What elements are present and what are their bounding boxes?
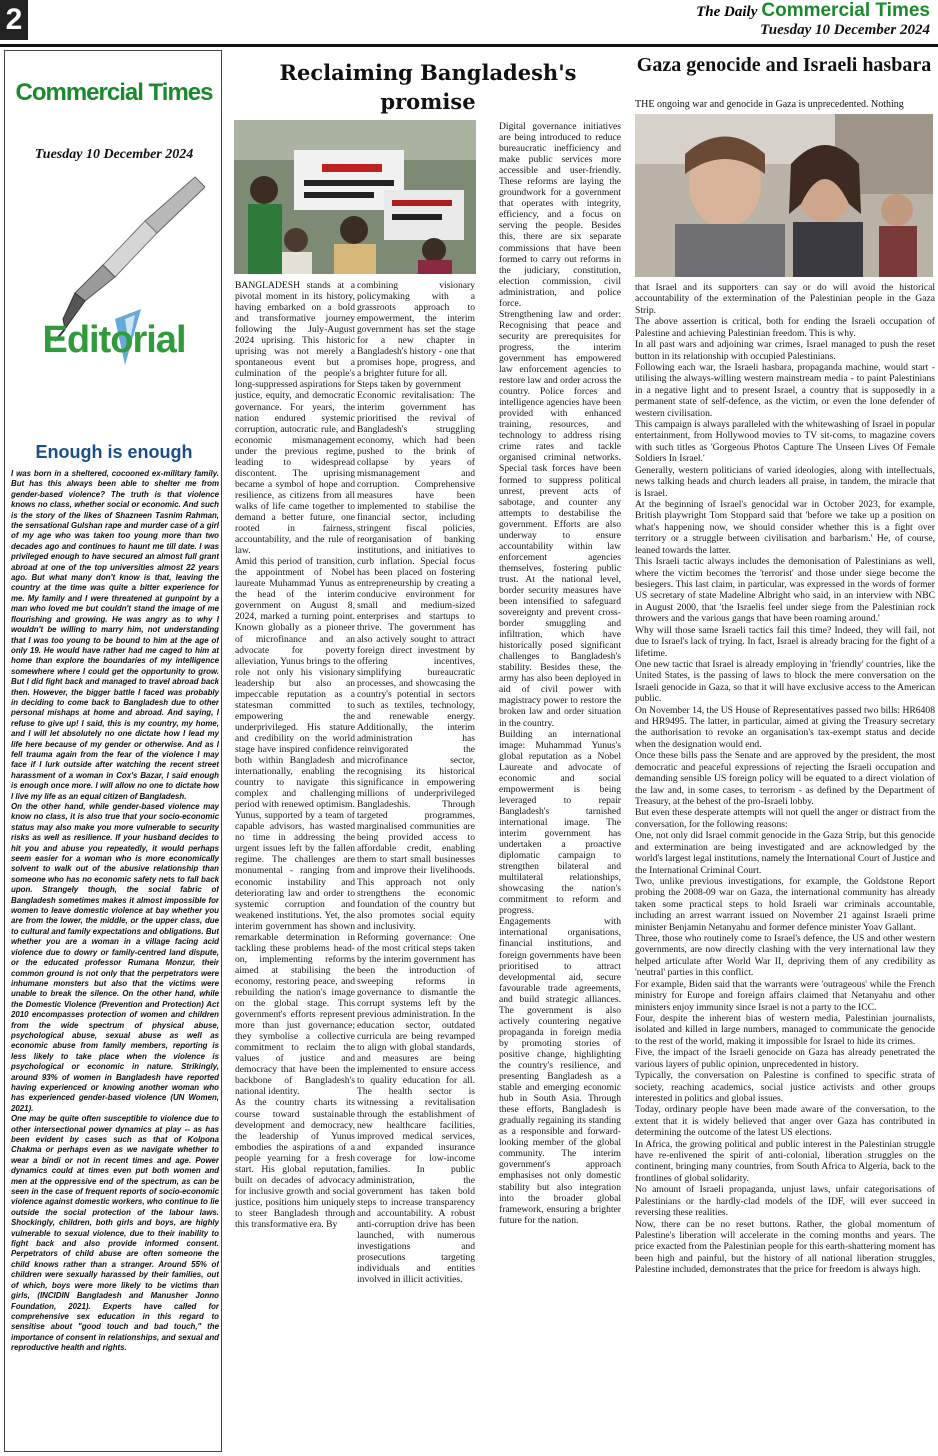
article-paragraph: The above assertion is critical, both for ending the Israeli occupation of Palestine and achieving Palestinian freedom. This is why. [635,316,935,339]
article-paragraph: Five, the impact of the Israeli genocide on Gaza has already penetrated the various layers of public opinion, unprecedented in history. [635,1047,935,1070]
article-paragraph: One, not only did Israel commit genocide in the Gaza Strip, but this genocide and extermination are being investigated and are acknowledged by the world's largest legal institutions, namely the International Court of Justice and the International Criminal Court. [635,830,935,876]
editorial-paragraph: One may be quite often susceptible to violence due to other intersectional power dynamics at play -- as has been evident by cases such as that of Kolpona Chakma or perhaps even as we navigate whether to wear a bindi or not in recent times and age. Power dynamics could at times even put both women and men at the oppressive end of the spectrum, as can be seen in the case of frequent reports of socio-economic violence against domestic workers, who continue to lie outside the social protection of the labour laws. Shockingly, children, both girls and boys, are highly vulnerable to sexual violence, due to their inability to fight back and also provide informed consent. Perpetrators of child abuse are often someone the child knows rather than a stranger. Around 55% of children were sexually harassed by their families, out of which, boys were more likely to be victims than girls, (INCIDIN Bangladesh and Manusher Jonno Foundation, 2021). Experts have called for comprehensive sex education in this regard to sensitise about "good touch and bad touch," the importance of consent in relationships, and sexual and reproductive health and rights. [11,1114,219,1353]
article-body-gaza [635,282,935,1450]
article-paragraph: Amid this period of transition, the appointment of Nobel laureate Muhammad Yunus as the head of the interim government on August 8, 2024, marked a turning point. Known globally as a pioneer of microfinance and an advocate for poverty alleviation, Yunus brings to the role not only his visionary leadership but also an impeccable reputation as a statesman committed to empowering the underprivileged. His stature and credibility on the world stage have inspired confidence both within Bangladesh and internationally, enabling the country to navigate this complex and challenging period with renewed optimism. [235,556,355,811]
editorial-logo: Commercial Times [15,79,213,106]
editorial-section-label: Editorial [42,319,186,361]
article-paragraph: In all past wars and adjoining war crimes, Israel managed to push the reset button in its relationship with occupied Palestinians. [635,339,935,362]
article-paragraph: Engagements with international organisations, financial institutions, and foreign governments have been prioritised to attract developmental aid, secure favourable trade agreements, and build strategic alliances. The government is also actively countering negative propaganda in foreign media by promoting stories of positive change, highlighting the country's resilience, and presenting Bangladesh as a stable and emerging economic hub in South Asia. Through these efforts, Bangladesh is gradually regaining its standing as a responsible and forward-looking member of the global community. The interim government's approach emphasises not only domestic stability but also integration into the broader global framework, ensuring a brighter future for the nation. [499,916,621,1226]
article-paragraph: For example, Biden said that the warrants were 'outrageous' while the French ministry for Europe and foreign affairs claimed that Netanyahu and other ministers enjoy immunity since Israel is not a party to the ICC. [635,978,935,1013]
article-column-2 [357,280,475,1446]
article-paragraph: In Africa, the growing political and public interest in the Palestinian struggle have re-enlivened the spirit of anti-colonial, liberation struggles on the continent, bringing many countries, from South Africa to Algeria, back to the frontlines of global solidarity. [635,1138,935,1184]
masthead-brand-prefix: The Daily [696,4,758,20]
article-title-gaza: Gaza genocide and Israeli hasbara [636,54,932,76]
article-paragraph: But even these desperate attempts will not quell the anger or distract from the conversation, for the following reasons: [635,807,935,830]
editorial-paragraph: I was born in a sheltered, cocooned ex-military family. But has this always been able to shelter me from gender-based violence? The truth is that violence knows no class, whether social or economic. And such is the story of the likes of Shazneen Tasnim Rahman, the sensational Gulshan rape and murder case of a girl of my age who was taken too young more than two decades ago and continues to haunt me till date. I was privileged enough to have secured an almost full grant abroad at one of the top universities almost 22 years ago. But what many don't know is that, leaving the country at the time was quite a bitter experience for me. My family and I were threatened at gunpoint by a man who loved me but couldn't stand the image of me flourishing and growing. He was angry as to why I wouldn't be willing to marry him, not understanding that I was too young to be bound to him at the age of only 19. He would have rather had me caged to him at home than explore the boundaries of my intelligence somewhere where I could get the opportunity to grow. But I did fight back and managed to travel abroad back then. However, the bigger battle I faced was probably in deciding to come back to Bangladesh due to other personal mishaps at home and abroad. And saying, I refuse to give up! I said, this is my country, my home, and I will let absolutely no one dictate how I lead my life here because of my gender or otherwise. And as I fell trauma again from the fear of the violence I may face if I lurk outside after watching the recent street harassment of a woman in Cox's Bazar, I said enough is enough once more. I will allow no one to dictate how I live my life as an equal citizen of Bangladesh. [11,469,219,801]
article-column-1 [235,280,355,1446]
article-paragraph: combining visionary policymaking with a grassroots approach to empowerment, the interim government has set the stage for a new chapter in Bangladesh's history - one that promises hope, progress, and a brighter future for all. [357,280,475,380]
article-paragraph: Two, unlike previous investigations, for example, the Goldstone Report probing the 2008-09 war on Gaza, the international community has already taken some practical steps to hold Israeli war criminals accountable, including an arrest warrant issued on November 21 against Israeli prime minister Benjamin Netanyahu and former defence minister Yoav Gallant. [635,875,935,933]
article-paragraph: Generally, western politicians of varied ideologies, along with intellectuals, news talking heads and church leaders all praise, in tandem, the miracle that is Israel. [635,464,935,499]
article-paragraph: Four, despite the inherent bias of western media, Palestinian journalists, isolated and killed in large numbers, managed to communicate the genocide to the rest of the world, making it impossible for Israel to hide its crimes. [635,1013,935,1047]
article-column-3 [499,121,621,1446]
article-paragraph: On November 14, the US House of Representatives passed two bills: HR6408 and HR9495. The latter, in particular, aimed at giving the Treasury secretary the authorisation to revoke an organisation's tax-exempt status and decide when the designation would end. [635,704,935,750]
article-paragraph: BANGLADESH stands at a pivotal moment in its history, having embarked on a bold and transformative journey following the July-August 2024 uprising. This historic uprising was not merely a spontaneous event but a culmination of the people's long-suppressed aspirations for justice, equity, and democratic governance. For years, the nation endured systemic corruption, autocratic rule, and economic mismanagement under the previous regime, leading to widespread discontent. The uprising became a symbol of hope and resilience, as citizens from all walks of life came together to demand a better future, one rooted in fairness, accountability, and the rule of law. [235,280,355,557]
article-paragraph: Typically, the conversation on Palestine is confined to specific strata of society, reaching academics, social justice activists and other groups interested in politics and global issues. [635,1070,935,1104]
article-paragraph: Digital governance initiatives are being introduced to reduce bureaucratic inefficiency and make public services more accessible and user-friendly. These reforms are laying the groundwork for a government that operates with integrity, efficiency, and a focus on serving the people. Besides this, there are six separate commissions that have been formed to carry out reforms in the judiciary, constitution, election commission, civil administration, and police force. [499,121,621,309]
masthead-brand [696,0,930,22]
protest-photo [234,120,476,274]
article-paragraph: Reforming governance: One of the most critical steps taken by the interim government has been the introduction of sweeping reforms in governance to dismantle the corrupt systems left by the previous administration. In the education sector, outdated curricula are being revamped to align with global standards, and measures are being implemented to ensure access to quality education for all. The health sector is witnessing a revitalisation through the establishment of new healthcare facilities, improved medical services, and expanded insurance coverage for low-income families. In public administration, the government has taken bold steps to increase transparency and accountability. A robust anti-corruption drive has been launched, with numerous investigations and prosecutions targeting individuals and entities involved in illicit activities. [357,931,475,1286]
article-subheading: Steps taken by government [357,379,462,391]
editorial-column [4,50,222,1452]
article-paragraph: Yunus, supported by a team of capable advisors, has wasted no time in addressing the urgent issues left by the fallen regime. The challenges are monumental - ranging from economic instability and deteriorating law and order to systemic corruption and weakened institutions. Yet, the interim government has shown remarkable determination in tackling these problems head-on, implementing reforms aimed at stabilising the economy, restoring peace, and rebuilding the nation's image on the global stage. This government's efforts represent more than just governance; they symbolise a collective commitment to reclaim the values of justice and democracy that have been the backbone of Bangladesh's national identity. [235,810,355,1098]
article-paragraph: Now, there can be no reset buttons. Rather, the global momentum of Palestine's liberation will accelerate in the coming months and years. The price exacted from the Palestinian people for this earth-shattering moment has been high and painful, but the history of all national liberation struggles, Palestine included, demonstrates that the price for freedom is always high. [635,1218,935,1276]
gaza-photo [635,114,933,277]
editorial-body [11,469,219,1451]
editorial-date: Tuesday 10 December 2024 [34,147,194,162]
editorial-paragraph: On the other hand, while gender-based violence may know no class, it is also true that your socio-economic status may also make you more vulnerable to security risks as well as resilience. If your husband decides to hit you and abuse you repeatedly, it would perhaps seem easier for a woman who is more economically solvent to walk out of the abusive relationship than someone who has no economic safety nets to fall back upon. Strangely though, the social fabric of Bangladesh sometimes makes it almost impossible for women to leave domestic violence at bay whether you are from the lower, the middle, or the upper class, due to cultural and family expectations and obligations. But whether you are a woman in a village facing acid violence due to dowry or family-centred land dispute, or the educated professor Rumana Monzur, their common ground is not only that the perpetrators were inhumane monsters but also that the victims were unable to break the silence. On the other hand, while the Domestic Violence (Prevention and Protection) Act 2010 encompasses protection of women and children from the wide spectrum of physical abuse, psychological abuse, sexual abuse as well as economic abuse from family members, reporting is less likely to take place when the violence is psychological or economic in nature. Strikingly, around 93% of women in Bangladesh have reported having experienced or knowing another woman who has experienced gender-based violence (UN Women, 2021). [11,802,219,1113]
editorial-title: Enough is enough [35,442,193,462]
article-paragraph: At the beginning of Israel's genocidal war in October 2023, for example, British playwright Tom Stoppard said that 'before we take up a position on what's happening now, we should consider whether this is a fight over territory or a struggle between civilisation and barbarism.' He, of course, leaned towards the latter. [635,499,935,556]
article-title-bangladesh: Reclaiming Bangladesh's promise [279,60,577,114]
article-paragraph: Today, ordinary people have been made aware of the conversation, to the extent that it is widely believed that anger over Gaza has contributed in determining the outcome of the latest US elections. [635,1104,935,1139]
article-paragraph: As the country charts its course toward sustainable development and democracy, the leadership of Yunus embodies the aspirations of a people yearning for a fresh start. His global reputation, built on decades of advocacy for inclusive growth and social justice, positions him uniquely to steer Bangladesh through this transformative era. By [235,1097,355,1230]
masthead-date: Tuesday 10 December 2024 [760,22,930,38]
article-paragraph: Why will those same Israeli tactics fail this time? Indeed, they will fail, not due to Israel's lack of trying. In fact, Israel is already bracing for the fight of a lifetime. [635,624,935,659]
article-paragraph: that Israel and its supporters can say or do will avoid the historical accountability of the extermination of the Palestinian people in the Gaza Strip. [635,282,935,316]
article-paragraph: Following each war, the Israeli hasbara, propaganda machine, would start - utilising the always-willing western mainstream media - to paint Palestinians in a negative light and to present Israel, a country that is supposedly in a permanent state of self-defence, as the victim, or even the lone defender of western civilisation. [635,361,935,419]
article-paragraph: This campaign is always paralleled with the whitewashing of Israel in popular entertainment, from Hollywood movies to TV sit-coms, to magazine covers with such titles as 'Gorgeous Photos Capture The Unseen Lives Of Female Soldiers In Israel.' [635,419,935,465]
article-paragraph: Once these bills pass the Senate and are approved by the president, the most democratic and peaceful expressions of rejecting the Israeli occupation and demanding sensible US foreign policy will be equated to a direct violation of the law and, in some cases, to terrorism - as defined by the Department of Treasury, at the behest of the pro-Israeli lobby. [635,750,935,807]
masthead-brand-name: Commercial Times [761,0,930,21]
article-paragraph: Three, those who routinely come to Israel's defence, the US and other western governments, are now directly clashing with the very international law they helped articulate after World War II, depriving them of any credibility as 'neutral' parties in this conflict. [635,933,935,979]
article-paragraph: This Israeli tactic always includes the demonisation of Palestinians as well, where the victim becomes the 'terrorist' and those under siege become the besiegers. This last claim, in particular, was expressed in the words of former US secretary of state Madeline Albright who said, in an interview with NBC in August 2000, that 'the Israelis feel under siege from the Palestinian rock throwers and the various gangs that have been roaming around.' [635,556,935,625]
article-paragraph: No amount of Israeli propaganda, unjust laws, unfair categorisations of Palestinians or the hardly-clad models of the IDF, will ever succeed in reversing these realities. [635,1184,935,1219]
article-paragraph: Strengthening law and order: Recognising that peace and security are prerequisites for progress, the interim government has empowered law enforcement agencies to restore law and order across the country. Police forces and intelligence agencies have been provided with enhanced training, resources, and technology to address rising crime rates and tackle organised criminal networks. Special task forces have been formed to suppress political unrest, prevent acts of sabotage, and counter any attempts to destabilise the government. Efforts are also underway to ensure accountability within law enforcement agencies themselves, fostering public trust. At the national level, border security measures have been intensified to safeguard sovereignty and prevent cross-border smuggling and infiltration, which have historically posed significant challenges to Bangladesh's stability. Besides these, the army has also been deployed in aid of civil power with magistracy power to restore the broken law and order situation in the country. [499,308,621,729]
article-paragraph: Building an international image: Muhammad Yunus's global reputation as a Nobel Laureate and advocate of economic and social empowerment is being leveraged to repair Bangladesh's tarnished international image. The interim government has undertaken a proactive diplomatic campaign to strengthen bilateral and multilateral relationships, showcasing the nation's commitment to reform and progress. [499,728,621,917]
masthead-rule [0,44,938,47]
page-number: 2 [0,0,28,40]
article-paragraph: One new tactic that Israel is already employing in 'friendly' countries, like the United States, is the passing of laws to block the mere conversation on the Israeli genocide in Gaza, so that it will have exclusive access to the American public. [635,658,935,705]
article-paragraph: Economic revitalisation: The interim government has prioritised the revival of Bangladesh's struggling economy, which had been pushed to the brink of collapse by years of mismanagement and corruption. Comprehensive measures have been implemented to stabilise the financial sector, including stringent fiscal policies, reorganisation of banking institutions, and initiatives to curb inflation. Special focus has been placed on fostering entrepreneurship by creating a conducive environment for small and medium-sized enterprises and startups to thrive. The government has also actively sought to attract foreign direct investment by offering incentives, simplifying bureaucratic processes, and showcasing the country's potential in sectors such as textiles, technology, and renewable energy. Additionally, the interim administration has reinvigorated the microfinance sector, recognising its historical significance in empowering millions of underprivileged Bangladeshis. Through targeted programmes, marginalised communities are being provided access to affordable credit, enabling them to start small businesses and improve their livelihoods. This approach not only strengthens the economic foundation of the country but also promotes social equity and inclusivity. [357,390,475,932]
article-lead: THE ongoing war and genocide in Gaza is unprecedented. Nothing [635,99,904,110]
